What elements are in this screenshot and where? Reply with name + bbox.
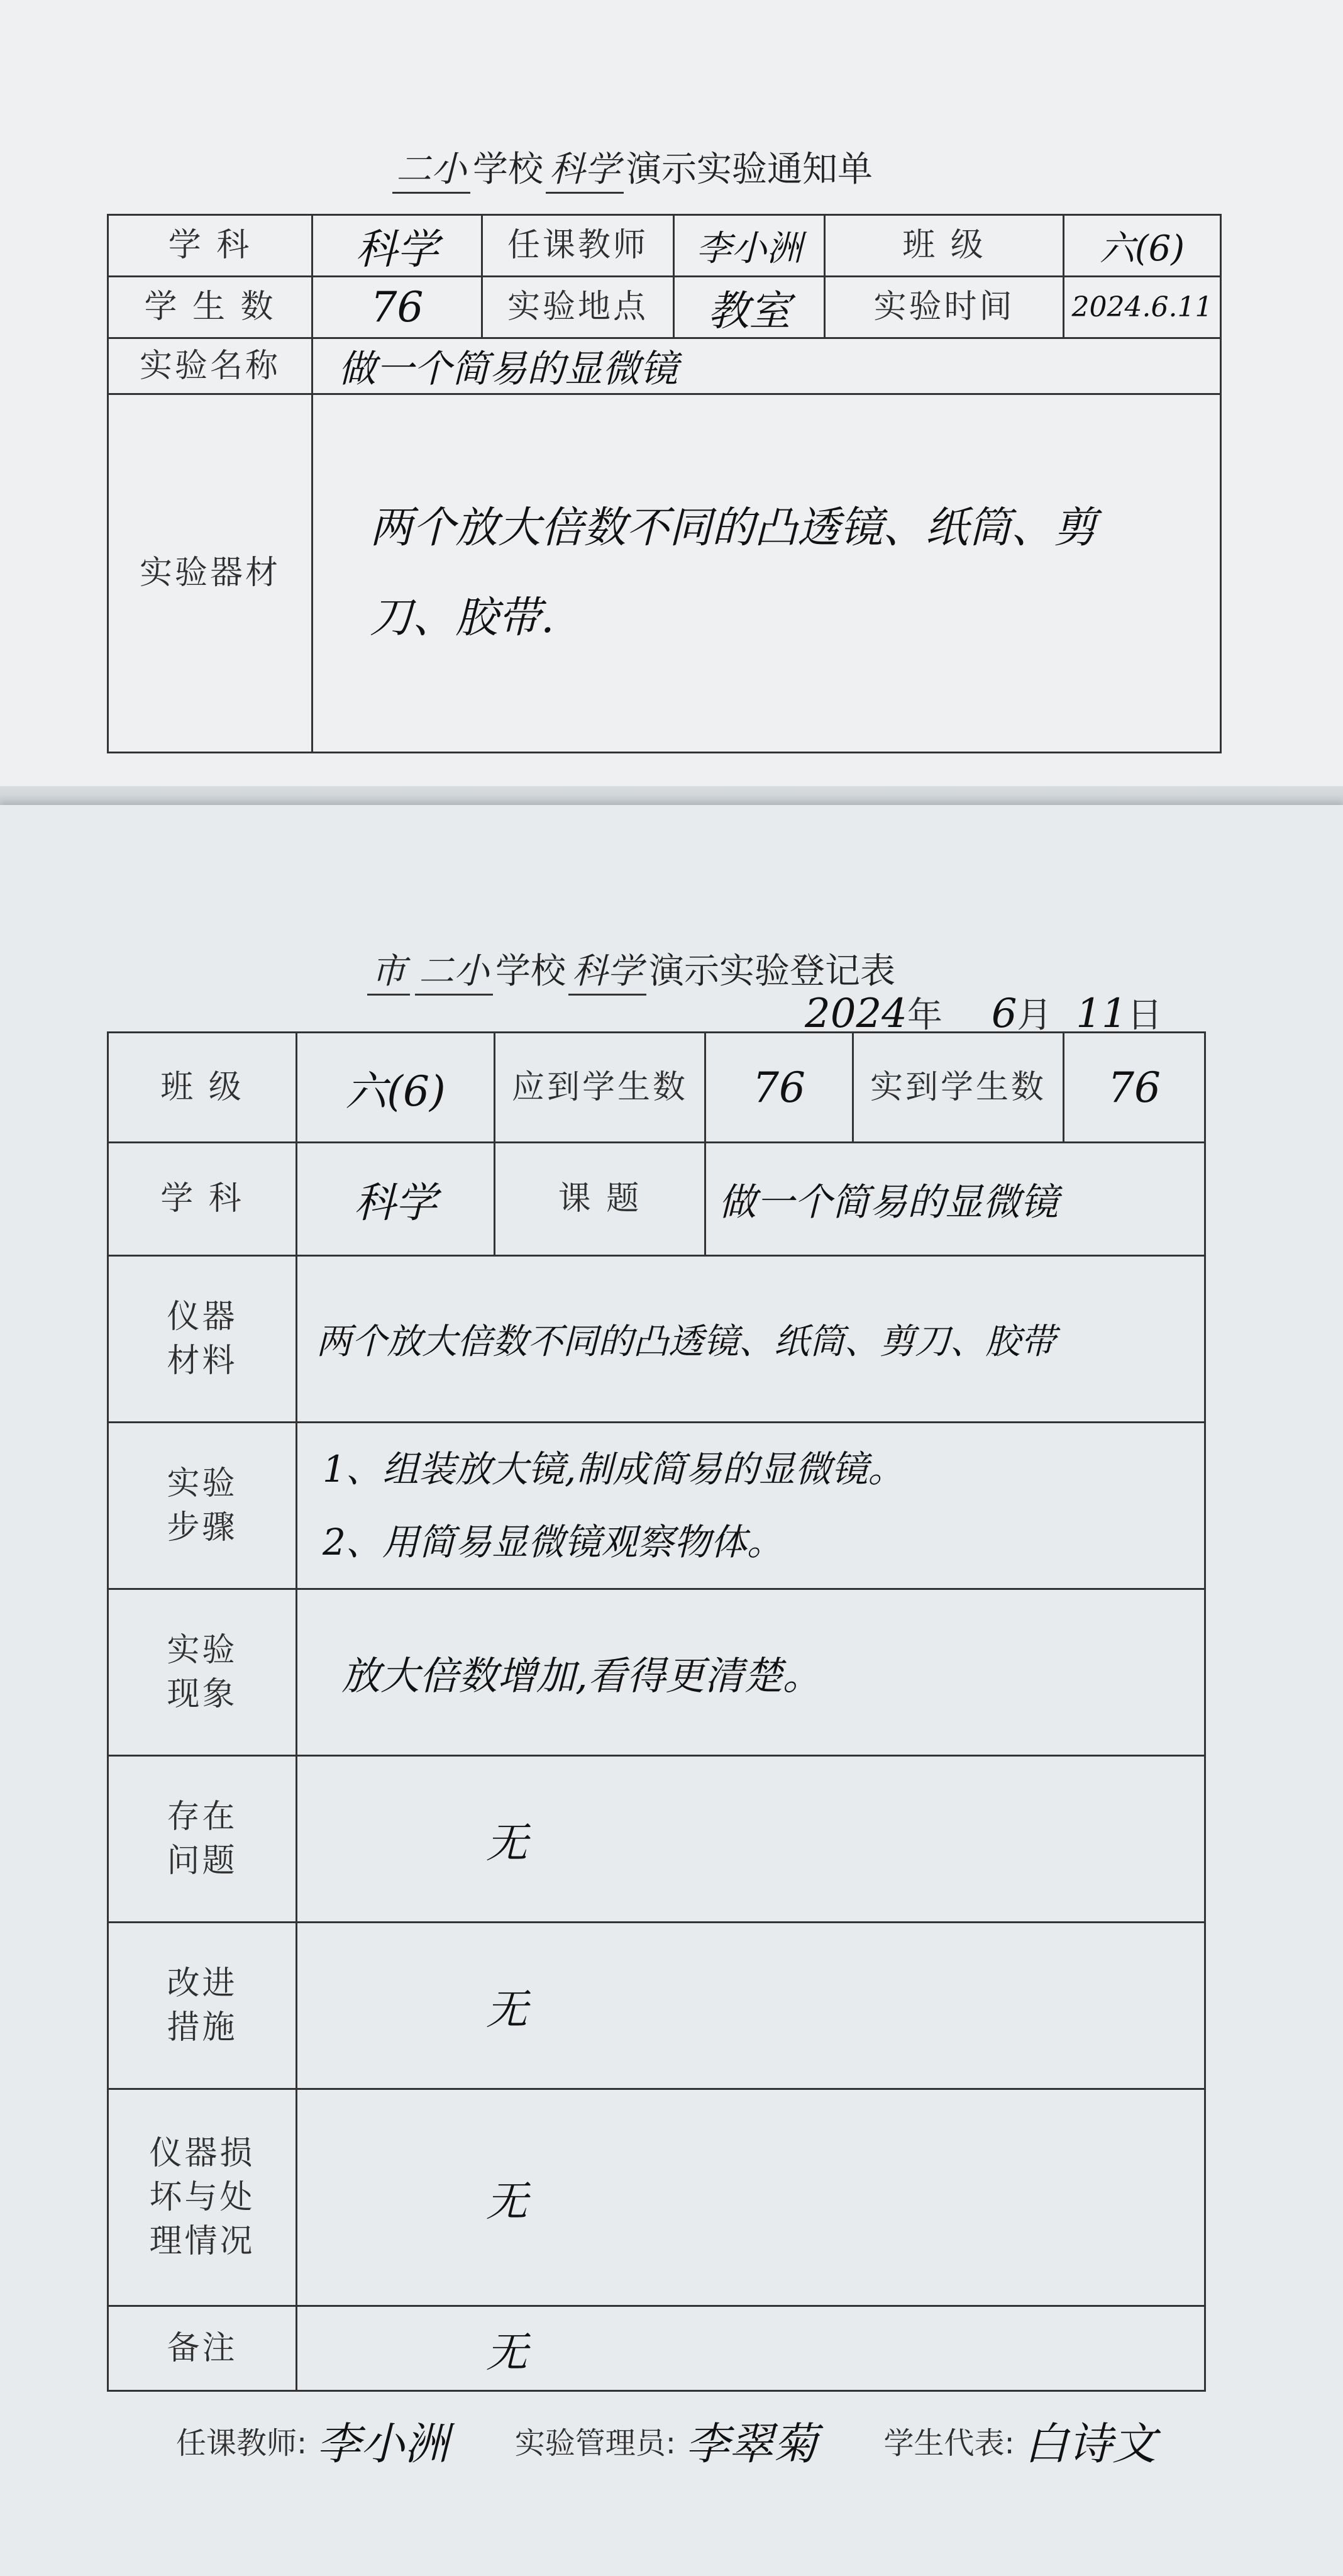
notice-value-subject: 科学 <box>312 215 482 277</box>
register-step-2: 2、用简易显微镜观察物体。 <box>323 1521 783 1563</box>
register-value-topic: 做一个简易的显微镜 <box>705 1143 1205 1256</box>
register-value-subject: 科学 <box>297 1143 495 1256</box>
notice-value-class: 六(6) <box>1064 215 1221 277</box>
notice-table <box>107 214 1222 753</box>
register-row-damage <box>108 2089 1205 2306</box>
notice-row-3 <box>108 338 1221 394</box>
register-label-expected: 应到学生数 <box>495 1033 705 1143</box>
register-label-notes: 备注 <box>108 2306 297 2391</box>
register-value-improvements: 无 <box>297 1923 1205 2089</box>
notice-row-4 <box>108 394 1221 753</box>
register-value-class: 六(6) <box>297 1033 495 1143</box>
register-date-year: 2024 <box>805 991 907 1037</box>
notice-label-time: 实验时间 <box>825 277 1064 338</box>
register-value-notes: 无 <box>297 2306 1205 2391</box>
register-prefix: 市 <box>367 943 410 996</box>
signature-row <box>176 2409 1156 2472</box>
register-label-subject: 学 科 <box>108 1143 297 1256</box>
register-label-actual: 实到学生数 <box>853 1033 1064 1143</box>
register-doc-name: 演示实验登记表 <box>649 951 895 992</box>
register-row-subject <box>108 1143 1205 1256</box>
register-value-expected: 76 <box>705 1033 853 1143</box>
register-table <box>107 1031 1206 2392</box>
register-value-actual: 76 <box>1064 1033 1205 1143</box>
sheet-gap <box>0 786 1343 805</box>
notice-school-suffix: 学校 <box>473 149 543 190</box>
signature-student: 白诗文 <box>1024 2418 1156 2470</box>
register-date-month-unit: 月 <box>1017 995 1053 1036</box>
signature-teacher-label: 任课教师: <box>176 2426 307 2461</box>
register-value-damage: 无 <box>297 2089 1205 2306</box>
register-date <box>805 987 1163 1038</box>
register-row-phenomenon <box>108 1589 1205 1756</box>
notice-label-teacher: 任课教师 <box>482 215 674 277</box>
notice-subject: 科学 <box>546 142 624 194</box>
notice-doc-name: 演示实验通知单 <box>626 149 873 190</box>
register-date-year-unit: 年 <box>907 995 942 1036</box>
notice-value-students: 76 <box>312 277 482 338</box>
register-value-problems: 无 <box>297 1756 1205 1923</box>
register-label-problems: 存在问题 <box>108 1756 297 1923</box>
notice-value-location: 教室 <box>674 277 825 338</box>
notice-label-subject: 学 科 <box>108 215 312 277</box>
notice-label-location: 实验地点 <box>482 277 674 338</box>
register-label-topic: 课 题 <box>495 1143 705 1256</box>
register-subject: 科学 <box>568 943 646 996</box>
register-row-problems <box>108 1756 1205 1923</box>
signature-manager-label: 实验管理员: <box>514 2426 676 2461</box>
signature-teacher: 李小洲 <box>316 2418 449 2470</box>
notice-label-experiment-name: 实验名称 <box>108 338 312 394</box>
notice-value-time: 2024.6.11 <box>1064 277 1221 338</box>
register-row-notes <box>108 2306 1205 2391</box>
register-label-phenomenon: 实验现象 <box>108 1589 297 1756</box>
register-school: 二小 <box>415 943 493 996</box>
register-label-steps: 实验步骤 <box>108 1423 297 1589</box>
notice-title <box>390 142 873 194</box>
register-value-phenomenon: 放大倍数增加,看得更清楚。 <box>297 1589 1205 1756</box>
register-value-materials: 两个放大倍数不同的凸透镜、纸筒、剪刀、胶带 <box>297 1256 1205 1423</box>
notice-label-equipment: 实验器材 <box>108 394 312 753</box>
signature-manager: 李翠菊 <box>685 2418 818 2470</box>
notice-school: 二小 <box>392 142 470 194</box>
register-label-class: 班 级 <box>108 1033 297 1143</box>
register-row-class <box>108 1033 1205 1143</box>
register-label-damage: 仪器损坏与处理情况 <box>108 2089 297 2306</box>
notice-value-teacher: 李小洲 <box>674 215 825 277</box>
notice-label-students: 学 生 数 <box>108 277 312 338</box>
register-step-1: 1、组装放大镜,制成简易的显微镜。 <box>323 1448 905 1491</box>
notice-label-class: 班 级 <box>825 215 1064 277</box>
register-label-improvements: 改进措施 <box>108 1923 297 2089</box>
notice-value-equipment: 两个放大倍数不同的凸透镜、纸筒、剪刀、胶带. <box>312 394 1221 753</box>
notice-row-2 <box>108 277 1221 338</box>
notice-row-1 <box>108 215 1221 277</box>
register-date-day-unit: 日 <box>1127 995 1163 1036</box>
register-date-month: 6 <box>991 991 1017 1037</box>
register-row-materials <box>108 1256 1205 1423</box>
register-date-day: 11 <box>1076 991 1127 1037</box>
register-row-improvements <box>108 1923 1205 2089</box>
register-value-steps <box>297 1423 1205 1589</box>
notice-value-experiment-name: 做一个简易的显微镜 <box>312 338 1221 394</box>
signature-student-label: 学生代表: <box>883 2426 1015 2461</box>
register-row-steps <box>108 1423 1205 1589</box>
register-label-materials: 仪器材料 <box>108 1256 297 1423</box>
register-school-suffix: 学校 <box>495 951 566 992</box>
